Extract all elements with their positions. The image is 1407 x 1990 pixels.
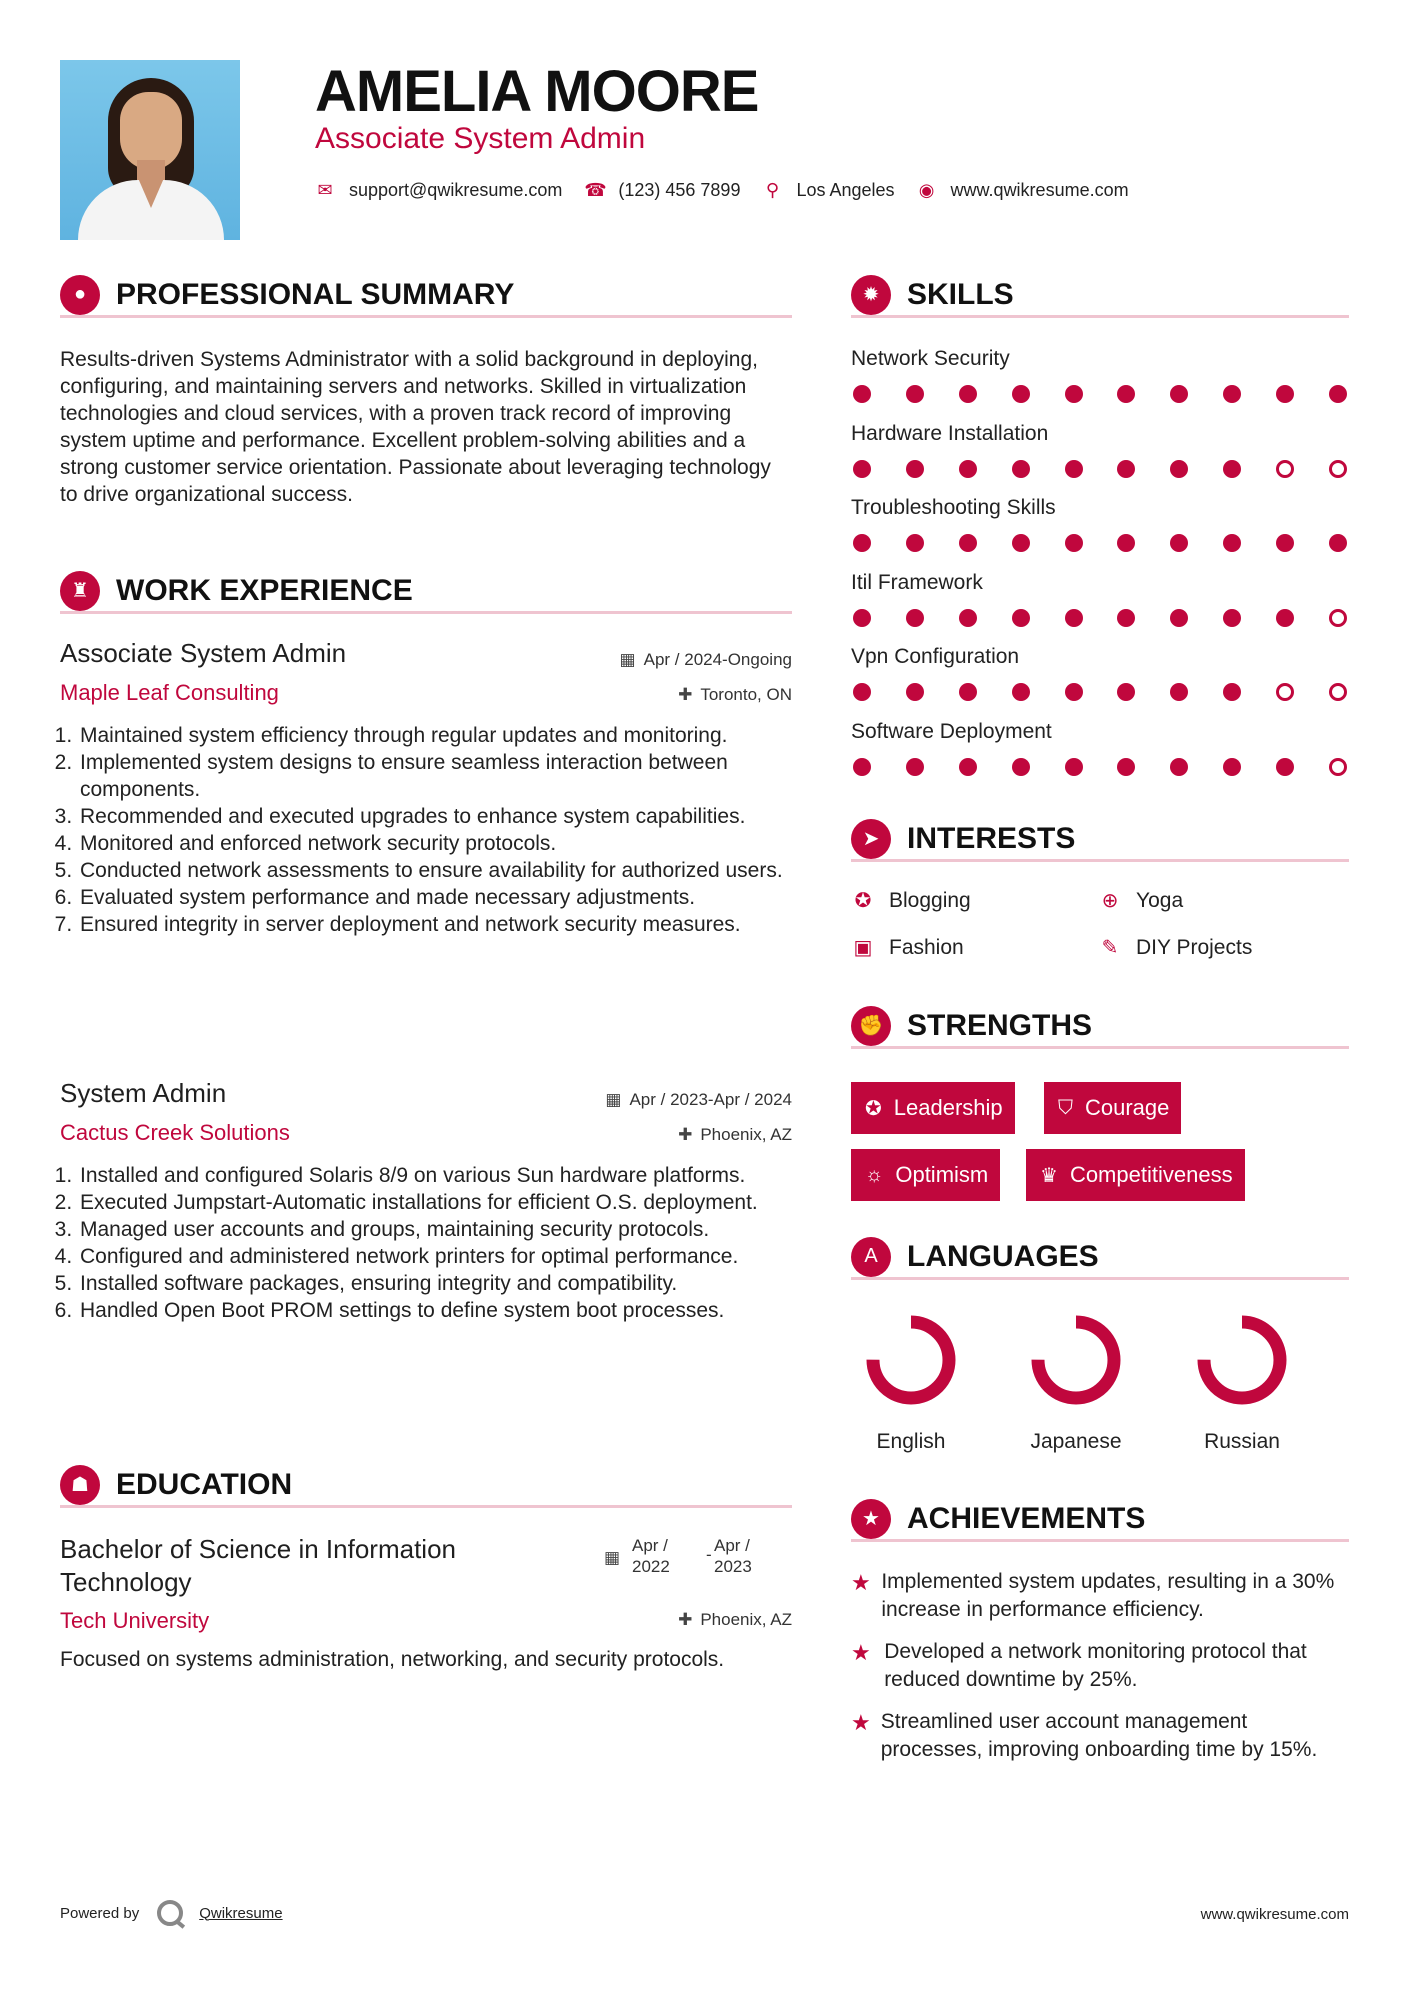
star-badge-icon: ★ — [851, 1499, 891, 1539]
rating-dot-filled — [1117, 609, 1135, 627]
skill-name: Vpn Configuration — [851, 645, 1020, 668]
user-icon: ● — [60, 275, 100, 315]
rating-dot-filled — [1012, 534, 1030, 552]
list-item: 2. Executed Jumpstart-Automatic installations for efficient O.S. deployment. — [78, 1189, 792, 1216]
skill-row — [851, 496, 1349, 552]
rating-dot-filled — [1065, 758, 1083, 776]
job-title: Associate System Admin — [60, 638, 347, 668]
skill-rating — [851, 460, 1349, 478]
envelope-icon: ✉ — [317, 180, 333, 200]
rating-dot-filled — [1117, 758, 1135, 776]
rating-dot-filled — [1223, 534, 1241, 552]
rating-dot-filled — [1117, 460, 1135, 478]
rating-dot-empty — [1276, 460, 1294, 478]
contact-location: ⚲ Los Angeles — [762, 180, 894, 201]
rating-dot-filled — [1170, 758, 1188, 776]
edu-date-end: Apr / 2023 — [714, 1536, 752, 1576]
language-name: Japanese — [1030, 1430, 1122, 1453]
skill-name: Software Deployment — [851, 719, 1052, 743]
section-languages — [851, 1236, 1349, 1280]
list-item: 3. Recommended and executed upgrades to enhance system capabilities. — [78, 803, 792, 830]
job-date: ▦ Apr / 2024-Ongoing — [619, 650, 792, 669]
language-level-ring — [1028, 1312, 1124, 1408]
achievement-item: ★ Developed a network monitoring protocol that reduced downtime by 25%. — [851, 1638, 1349, 1694]
language-item — [1011, 1312, 1141, 1454]
strength-tag: ☼ Optimism — [851, 1149, 1000, 1201]
degree-title: Bachelor of Science in Information Technology — [60, 1534, 456, 1597]
rating-dot-filled — [853, 758, 871, 776]
list-item: 4. Monitored and enforced network security protocols. — [78, 830, 792, 857]
rating-dot-filled — [1170, 609, 1188, 627]
skill-rating — [851, 385, 1349, 403]
rating-dot-filled — [1117, 385, 1135, 403]
footer-powered-by: Powered by Qwikresume — [60, 1900, 283, 1926]
contact-bar — [315, 180, 1151, 201]
rating-dot-filled — [1065, 683, 1083, 701]
edu-description: Focused on systems administration, networking, and security protocols. — [60, 1648, 725, 1671]
rating-dot-filled — [853, 460, 871, 478]
rating-dot-filled — [1117, 683, 1135, 701]
fist-icon: ✊ — [851, 1006, 891, 1046]
rating-dot-filled — [1012, 385, 1030, 403]
rating-dot-filled — [853, 683, 871, 701]
language-item — [846, 1312, 976, 1454]
star-icon: ★ — [851, 1640, 871, 1665]
rating-dot-empty — [1329, 683, 1347, 701]
contact-phone[interactable]: ☎ (123) 456 7899 — [584, 180, 741, 200]
job-bullets — [60, 1162, 792, 1324]
section-strengths — [851, 1005, 1349, 1049]
rating-dot-filled — [853, 534, 871, 552]
skill-rating — [851, 683, 1349, 701]
rating-dot-filled — [906, 460, 924, 478]
language-name: English — [876, 1430, 946, 1453]
list-item: 5. Installed software packages, ensuring integrity and compatibility. — [78, 1270, 792, 1297]
skill-name: Hardware Installation — [851, 421, 1049, 445]
rating-dot-filled — [906, 385, 924, 403]
rating-dot-filled — [1329, 385, 1347, 403]
contact-website[interactable]: ◉ www.qwikresume.com — [917, 180, 1129, 201]
rating-dot-filled — [1223, 609, 1241, 627]
rating-dot-empty — [1329, 758, 1347, 776]
list-item: 2. Implemented system designs to ensure seamless interaction between components. — [78, 749, 792, 803]
translate-icon: A — [851, 1237, 891, 1277]
rating-dot-filled — [959, 758, 977, 776]
calendar-icon: ▦ — [605, 1090, 622, 1109]
lightbulb-icon: ✹ — [851, 275, 891, 315]
star-icon: ★ — [851, 1570, 871, 1595]
list-item: 7. Ensured integrity in server deployment and network security measures. — [78, 911, 792, 938]
language-level-arc — [1038, 1322, 1114, 1398]
interest-item: ✎ DIY Projects — [1098, 935, 1252, 960]
job-date: ▦ Apr / 2023-Apr / 2024 — [605, 1090, 792, 1109]
life-ring-icon: ⊕ — [1101, 890, 1119, 912]
edu-date-start: Apr / 2022 — [632, 1536, 670, 1576]
job-location: ✚ Phoenix, AZ — [678, 1125, 792, 1144]
job-title: System Admin — [60, 1078, 227, 1108]
rating-dot-filled — [1012, 683, 1030, 701]
calendar-icon: ▦ — [619, 650, 636, 669]
section-professional-summary — [60, 274, 792, 318]
section-achievements — [851, 1498, 1349, 1542]
rating-dot-filled — [959, 385, 977, 403]
contact-email[interactable]: ✉ support@qwikresume.com — [315, 180, 562, 201]
rating-dot-empty — [1329, 460, 1347, 478]
map-pin-icon: ⚲ — [765, 180, 780, 200]
users-icon: ✪ — [865, 1097, 882, 1120]
pin-icon: ✚ — [678, 685, 693, 704]
list-item: 3. Managed user accounts and groups, maintaining security protocols. — [78, 1216, 792, 1243]
rating-dot-filled — [906, 534, 924, 552]
rating-dot-filled — [1170, 683, 1188, 701]
rating-dot-filled — [1065, 460, 1083, 478]
calendar-icon: ▦ — [604, 1548, 621, 1567]
rating-dot-filled — [1170, 460, 1188, 478]
section-heading: EDUCATION — [116, 1467, 293, 1501]
star-icon: ★ — [851, 1710, 871, 1735]
strength-tag: ♛ Competitiveness — [1026, 1149, 1245, 1201]
rating-dot-filled — [959, 534, 977, 552]
rating-dot-filled — [959, 609, 977, 627]
graduate-icon: ☗ — [60, 1465, 100, 1505]
section-heading: STRENGTHS — [907, 1008, 1093, 1042]
section-heading: ACHIEVEMENTS — [907, 1501, 1146, 1535]
summary-text: Results-driven Systems Administrator with a solid background in deploying, configuring, and maintaining servers and networks. Skilled in virtualization technologies and cloud services, with a proven track record of improving system uptime and performance. Excellent problem-solving abilities and a strong customer service orientation. Passionate about leveraging technology to drive organizational success. — [60, 348, 771, 506]
skill-row — [851, 645, 1349, 701]
rating-dot-filled — [853, 609, 871, 627]
rating-dot-filled — [1276, 609, 1294, 627]
rating-dot-filled — [1329, 534, 1347, 552]
list-item: 1. Maintained system efficiency through regular updates and monitoring. — [78, 722, 792, 749]
section-work-experience — [60, 570, 792, 614]
qwikresume-logo-icon — [157, 1900, 183, 1926]
shield-icon: ⛉ — [1058, 1096, 1073, 1119]
list-item: 4. Configured and administered network printers for optimal performance. — [78, 1243, 792, 1270]
edu-location: ✚ Phoenix, AZ — [678, 1610, 792, 1629]
rating-dot-empty — [1329, 609, 1347, 627]
pin-icon: ✚ — [678, 1610, 693, 1629]
job-location: ✚ Toronto, ON — [678, 685, 792, 704]
section-skills — [851, 274, 1349, 318]
skill-row — [851, 422, 1349, 478]
skill-name: Itil Framework — [851, 570, 983, 594]
skill-row — [851, 347, 1349, 403]
rating-dot-filled — [1223, 385, 1241, 403]
footer-url[interactable]: www.qwikresume.com — [1200, 1906, 1349, 1923]
phone-icon: ☎ — [584, 180, 607, 200]
strength-tag: ✪ Leadership — [851, 1082, 1015, 1134]
section-education — [60, 1464, 792, 1508]
rating-dot-filled — [906, 609, 924, 627]
brand-link[interactable]: Qwikresume — [199, 1904, 283, 1922]
school-name: Tech University — [60, 1608, 210, 1633]
rating-dot-filled — [1012, 758, 1030, 776]
rating-dot-filled — [1012, 460, 1030, 478]
rating-dot-filled — [1276, 385, 1294, 403]
section-heading: WORK EXPERIENCE — [116, 573, 413, 607]
language-level-arc — [873, 1322, 949, 1398]
paper-plane-icon: ➤ — [851, 819, 891, 859]
section-heading: PROFESSIONAL SUMMARY — [116, 277, 515, 311]
skill-rating — [851, 534, 1349, 552]
rating-dot-filled — [853, 385, 871, 403]
candidate-title: Associate System Admin — [315, 122, 646, 155]
skill-name: Troubleshooting Skills — [851, 496, 1056, 519]
trophy-icon: ♛ — [1040, 1164, 1058, 1187]
language-level-ring — [1194, 1312, 1290, 1408]
language-level-ring — [863, 1312, 959, 1408]
list-item: 6. Handled Open Boot PROM settings to define system boot processes. — [78, 1297, 792, 1324]
skill-name: Network Security — [851, 347, 1010, 370]
skill-rating — [851, 609, 1349, 627]
section-heading: SKILLS — [907, 277, 1014, 311]
language-name: Russian — [1204, 1430, 1280, 1453]
sun-icon: ☼ — [865, 1163, 884, 1186]
list-item: 1. Installed and configured Solaris 8/9 on various Sun hardware platforms. — [78, 1162, 792, 1189]
rating-dot-filled — [1065, 534, 1083, 552]
rating-dot-filled — [1223, 758, 1241, 776]
globe-icon: ◉ — [918, 180, 935, 200]
interest-item: ▣ Fashion — [851, 935, 964, 960]
rating-dot-filled — [1276, 534, 1294, 552]
rating-dot-filled — [1065, 609, 1083, 627]
rating-dot-filled — [1276, 758, 1294, 776]
skill-row — [851, 720, 1349, 776]
list-item: 6. Evaluated system performance and made necessary adjustments. — [78, 884, 792, 911]
section-heading: LANGUAGES — [907, 1239, 1099, 1273]
edu-date-separator: - — [706, 1545, 712, 1564]
rating-dot-filled — [1170, 534, 1188, 552]
interest-item: ⊕ Yoga — [1098, 888, 1183, 913]
job-company: Cactus Creek Solutions — [60, 1120, 290, 1145]
pin-icon: ✚ — [678, 1125, 693, 1144]
rating-dot-filled — [1012, 609, 1030, 627]
achievement-item: ★ Streamlined user account management processes, improving onboarding time by 15%. — [851, 1708, 1349, 1764]
strength-tag: ⛉ Courage — [1044, 1082, 1181, 1134]
section-heading: INTERESTS — [907, 821, 1076, 855]
chair-icon: ♜ — [60, 571, 100, 611]
language-item — [1177, 1312, 1307, 1454]
users-icon: ✪ — [854, 890, 872, 912]
shopping-bag-icon: ▣ — [853, 937, 873, 959]
rating-dot-empty — [1276, 683, 1294, 701]
rating-dot-filled — [1223, 683, 1241, 701]
rating-dot-filled — [1065, 385, 1083, 403]
rating-dot-filled — [959, 683, 977, 701]
wrench-icon: ✎ — [1101, 937, 1119, 959]
rating-dot-filled — [959, 460, 977, 478]
achievement-item: ★ Implemented system updates, resulting in a 30% increase in performance efficiency. — [851, 1568, 1349, 1624]
profile-photo — [60, 60, 240, 240]
rating-dot-filled — [1223, 460, 1241, 478]
skill-rating — [851, 758, 1349, 776]
rating-dot-filled — [1117, 534, 1135, 552]
interest-item: ✪ Blogging — [851, 888, 971, 913]
candidate-name: AMELIA MOORE — [315, 59, 759, 124]
rating-dot-filled — [906, 683, 924, 701]
section-interests — [851, 818, 1349, 862]
rating-dot-filled — [906, 758, 924, 776]
job-bullets — [60, 722, 792, 938]
language-level-arc — [1204, 1322, 1280, 1398]
rating-dot-filled — [1170, 385, 1188, 403]
job-company: Maple Leaf Consulting — [60, 680, 279, 705]
list-item: 5. Conducted network assessments to ensure availability for authorized users. — [78, 857, 792, 884]
skill-row — [851, 571, 1349, 627]
